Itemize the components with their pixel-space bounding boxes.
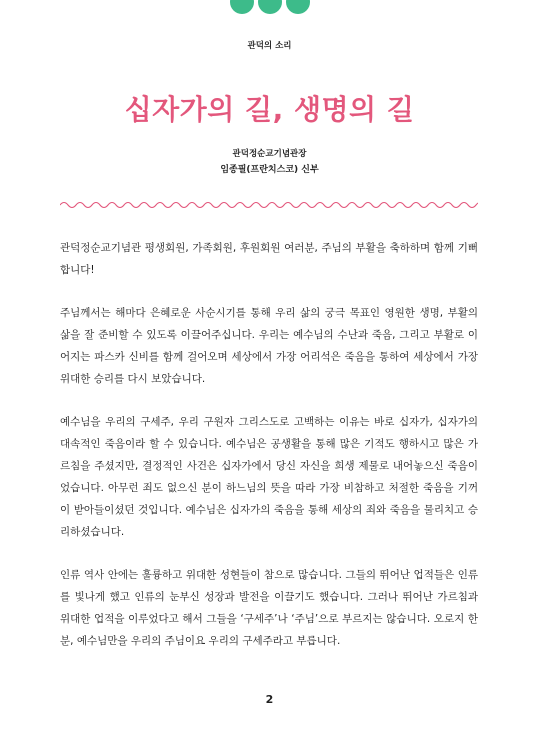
header-circles-graphic xyxy=(230,0,310,16)
body-paragraph-greeting xyxy=(60,237,478,281)
author-name: 임종필(프란치스코) 신부 xyxy=(220,165,319,175)
greeting-text: 관덕정순교기념관 평생회원, 가족회원, 후원회원 여러분, 주님의 부활을 축하하며 함께 기뻐합니다! xyxy=(60,242,478,276)
section-label: 관덕의 소리 xyxy=(247,41,292,51)
wavy-divider xyxy=(60,199,478,211)
body-paragraph: 예수님을 우리의 구세주, 우리 구원자 그리스도로 고백하는 이유는 바로 십자가, 십자가의 대속적인 죽음이라 할 수 있습니다. 예수님은 공생활을 통해 많은 기적도 행하시고 많은 가르침을 주셨지만, 결정적인 사건은 십자가에서 당신 자신을 희생 제물로 내어놓으신 죽음이었습니다. 아무런 죄도 없으신 분이 하느님의 뜻을 따라 가장 비참하고 처절한 죽음을 기꺼이 받아들이셨던 것입니다. 예수님은 십자가의 죽음을 통해 세상의 죄와 죽음을 물리치고 승리하셨습니다. xyxy=(60,416,478,538)
article-body xyxy=(60,237,478,673)
header-circles-logo xyxy=(230,0,310,16)
body-paragraph: 인류 역사 안에는 훌륭하고 위대한 성현들이 참으로 많습니다. 그들의 뛰어난 업적들은 인류를 빛나게 했고 인류의 눈부신 성장과 발전을 이끌기도 했습니다. 그러나 뛰어난 가르침과 위대한 업적을 이루었다고 해서 그들을 ‘구세주’나 ‘주님’으로 부르지는 않습니다. 오로지 한 분, 예수님만을 우리의 주님이요 우리의 구세주라고 부릅니다. xyxy=(60,569,478,647)
author-organization: 관덕정순교기념관장 xyxy=(232,149,307,159)
body-paragraph: 주님께서는 해마다 은혜로운 사순시기를 통해 우리 삶의 궁극 목표인 영원한 생명, 부활의 삶을 잘 준비할 수 있도록 이끌어주십니다. 우리는 예수님의 수난과 죽음, 그리고 부활로 이어지는 파스카 신비를 함께 걸어오며 세상에서 가장 어리석은 죽음을 통하여 세상에서 가장 위대한 승리를 다시 보았습니다. xyxy=(60,307,478,385)
page-number: 2 xyxy=(265,693,274,706)
article-title: 십자가의 길, 생명의 길 xyxy=(124,93,415,126)
